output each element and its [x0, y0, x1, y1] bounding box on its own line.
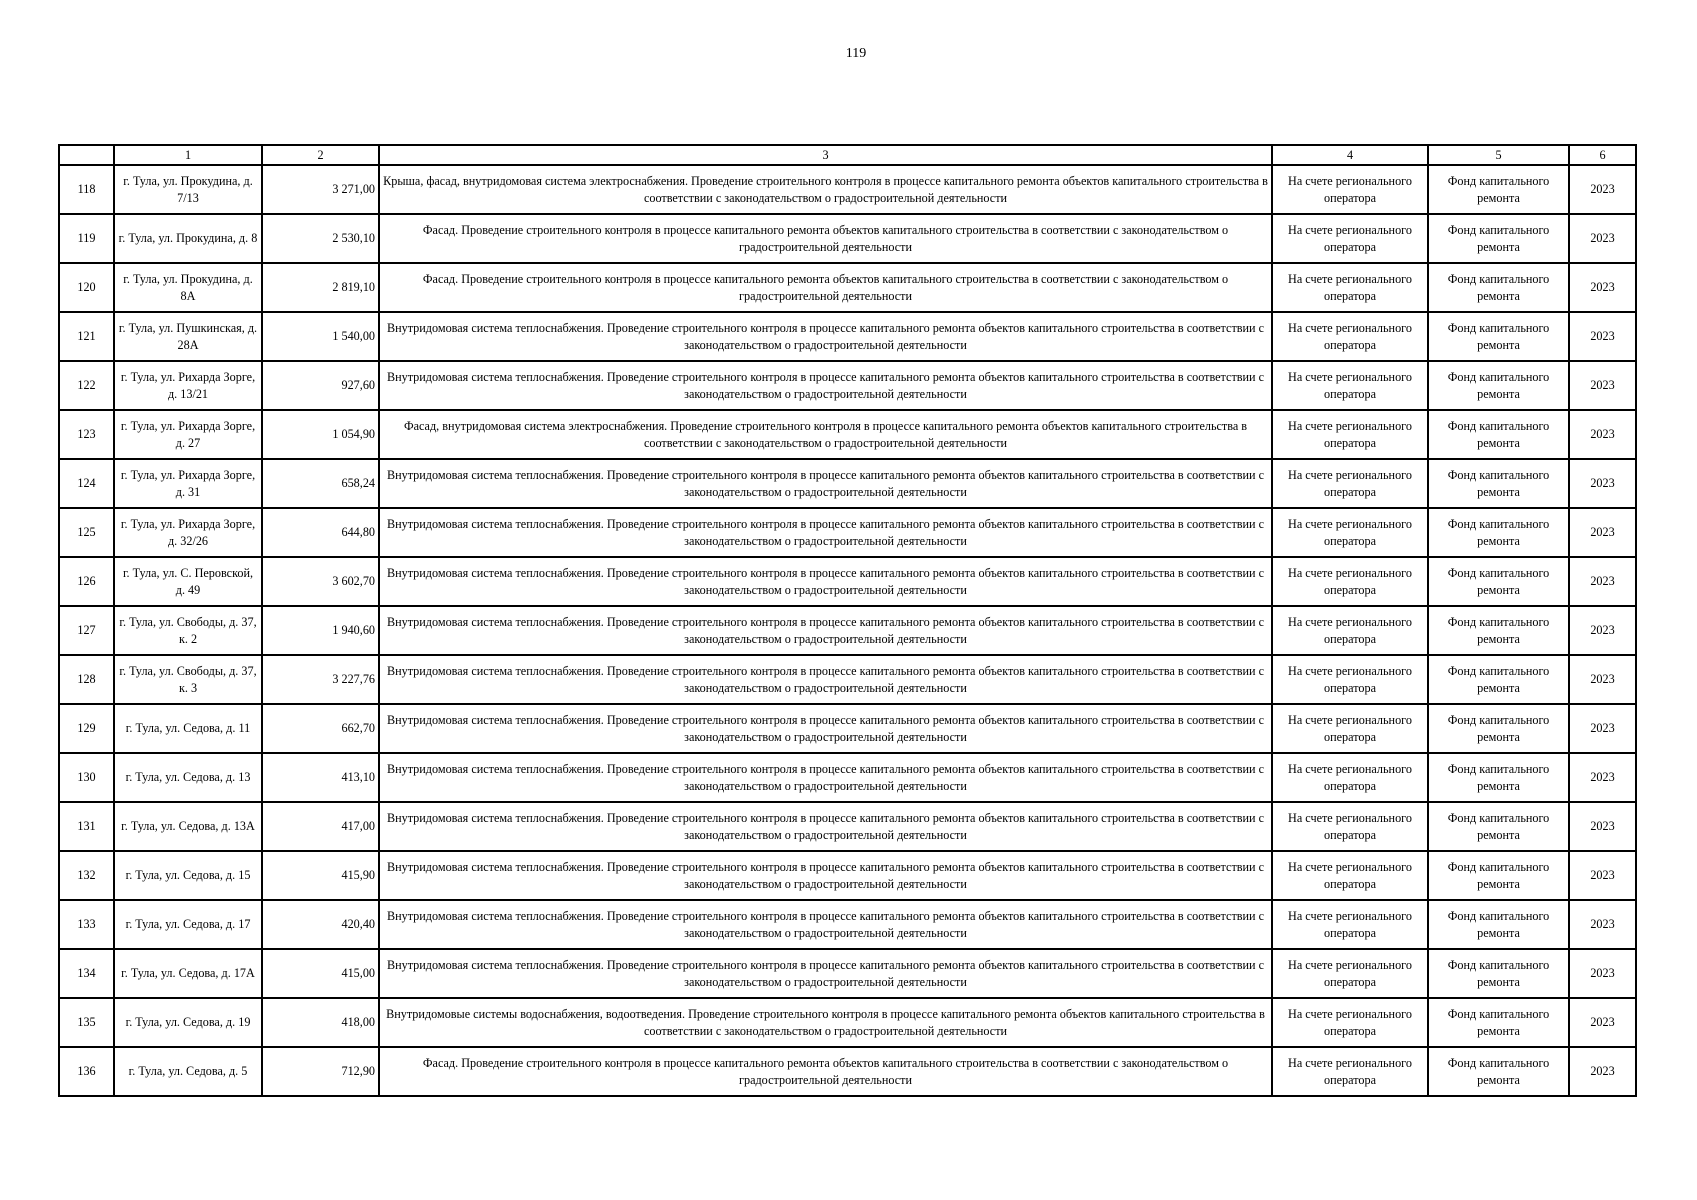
address-cell: г. Тула, ул. Прокудина, д. 8А	[114, 263, 262, 312]
header-cell-4: 4	[1272, 145, 1428, 165]
area-cell: 417,00	[262, 802, 379, 851]
row-number-cell: 132	[59, 851, 114, 900]
works-description-cell: Внутридомовая система теплоснабжения. Проведение строительного контроля в процессе капитального ремонта объектов капитального строительства в соответствии с законодательством о градостроительной деятельности	[379, 704, 1272, 753]
works-description-cell: Внутридомовая система теплоснабжения. Проведение строительного контроля в процессе капитального ремонта объектов капитального строительства в соответствии с законодательством о градостроительной деятельности	[379, 606, 1272, 655]
row-number-cell: 128	[59, 655, 114, 704]
address-cell: г. Тула, ул. Прокудина, д. 8	[114, 214, 262, 263]
funding-source-cell: Фонд капитального ремонта	[1428, 900, 1569, 949]
address-cell: г. Тула, ул. Седова, д. 17А	[114, 949, 262, 998]
area-cell: 2 819,10	[262, 263, 379, 312]
address-cell: г. Тула, ул. Седова, д. 17	[114, 900, 262, 949]
area-cell: 927,60	[262, 361, 379, 410]
area-cell: 3 227,76	[262, 655, 379, 704]
funding-source-cell: Фонд капитального ремонта	[1428, 508, 1569, 557]
works-description-cell: Внутридомовая система теплоснабжения. Проведение строительного контроля в процессе капитального ремонта объектов капитального строительства в соответствии с законодательством о градостроительной деятельности	[379, 508, 1272, 557]
table-row	[59, 361, 1636, 410]
address-cell: г. Тула, ул. Седова, д. 19	[114, 998, 262, 1047]
year-cell: 2023	[1569, 753, 1636, 802]
works-description-cell: Внутридомовая система теплоснабжения. Проведение строительного контроля в процессе капитального ремонта объектов капитального строительства в соответствии с законодательством о градостроительной деятельности	[379, 557, 1272, 606]
address-cell: г. Тула, ул. Седова, д. 13	[114, 753, 262, 802]
funding-source-cell: Фонд капитального ремонта	[1428, 998, 1569, 1047]
account-cell: На счете регионального оператора	[1272, 508, 1428, 557]
row-number-cell: 122	[59, 361, 114, 410]
account-cell: На счете регионального оператора	[1272, 214, 1428, 263]
address-cell: г. Тула, ул. Прокудина, д. 7/13	[114, 165, 262, 214]
table-row	[59, 655, 1636, 704]
table-row	[59, 508, 1636, 557]
address-cell: г. Тула, ул. С. Перовской, д. 49	[114, 557, 262, 606]
year-cell: 2023	[1569, 557, 1636, 606]
works-description-cell: Внутридомовая система теплоснабжения. Проведение строительного контроля в процессе капитального ремонта объектов капитального строительства в соответствии с законодательством о градостроительной деятельности	[379, 312, 1272, 361]
year-cell: 2023	[1569, 802, 1636, 851]
account-cell: На счете регионального оператора	[1272, 949, 1428, 998]
year-cell: 2023	[1569, 851, 1636, 900]
funding-source-cell: Фонд капитального ремонта	[1428, 704, 1569, 753]
table-row	[59, 410, 1636, 459]
row-number-cell: 136	[59, 1047, 114, 1096]
row-number-cell: 121	[59, 312, 114, 361]
funding-source-cell: Фонд капитального ремонта	[1428, 459, 1569, 508]
funding-source-cell: Фонд капитального ремонта	[1428, 557, 1569, 606]
address-cell: г. Тула, ул. Седова, д. 15	[114, 851, 262, 900]
address-cell: г. Тула, ул. Седова, д. 13А	[114, 802, 262, 851]
row-number-cell: 134	[59, 949, 114, 998]
address-cell: г. Тула, ул. Седова, д. 11	[114, 704, 262, 753]
header-cell-3: 3	[379, 145, 1272, 165]
area-cell: 658,24	[262, 459, 379, 508]
area-cell: 1 054,90	[262, 410, 379, 459]
works-description-cell: Внутридомовая система теплоснабжения. Проведение строительного контроля в процессе капитального ремонта объектов капитального строительства в соответствии с законодательством о градостроительной деятельности	[379, 802, 1272, 851]
area-cell: 3 602,70	[262, 557, 379, 606]
table-row	[59, 1047, 1636, 1096]
address-cell: г. Тула, ул. Рихарда Зорге, д. 27	[114, 410, 262, 459]
account-cell: На счете регионального оператора	[1272, 900, 1428, 949]
area-cell: 3 271,00	[262, 165, 379, 214]
address-cell: г. Тула, ул. Свободы, д. 37, к. 3	[114, 655, 262, 704]
row-number-cell: 127	[59, 606, 114, 655]
row-number-cell: 124	[59, 459, 114, 508]
row-number-cell: 126	[59, 557, 114, 606]
account-cell: На счете регионального оператора	[1272, 802, 1428, 851]
funding-source-cell: Фонд капитального ремонта	[1428, 802, 1569, 851]
area-cell: 1 540,00	[262, 312, 379, 361]
works-description-cell: Внутридомовая система теплоснабжения. Проведение строительного контроля в процессе капитального ремонта объектов капитального строительства в соответствии с законодательством о градостроительной деятельности	[379, 949, 1272, 998]
works-description-cell: Фасад. Проведение строительного контроля в процессе капитального ремонта объектов капитального строительства в соответствии с законодательством о градостроительной деятельности	[379, 214, 1272, 263]
works-description-cell: Фасад. Проведение строительного контроля в процессе капитального ремонта объектов капитального строительства в соответствии с законодательством о градостроительной деятельности	[379, 1047, 1272, 1096]
funding-source-cell: Фонд капитального ремонта	[1428, 655, 1569, 704]
area-cell: 413,10	[262, 753, 379, 802]
funding-source-cell: Фонд капитального ремонта	[1428, 606, 1569, 655]
table-row	[59, 165, 1636, 214]
account-cell: На счете регионального оператора	[1272, 1047, 1428, 1096]
account-cell: На счете регионального оператора	[1272, 410, 1428, 459]
funding-source-cell: Фонд капитального ремонта	[1428, 851, 1569, 900]
year-cell: 2023	[1569, 459, 1636, 508]
row-number-cell: 130	[59, 753, 114, 802]
works-description-cell: Внутридомовая система теплоснабжения. Проведение строительного контроля в процессе капитального ремонта объектов капитального строительства в соответствии с законодательством о градостроительной деятельности	[379, 753, 1272, 802]
page-number: 119	[845, 46, 867, 61]
year-cell: 2023	[1569, 655, 1636, 704]
works-description-cell: Внутридомовая система теплоснабжения. Проведение строительного контроля в процессе капитального ремонта объектов капитального строительства в соответствии с законодательством о градостроительной деятельности	[379, 459, 1272, 508]
works-description-cell: Фасад, внутридомовая система электроснабжения. Проведение строительного контроля в процессе капитального ремонта объектов капитального строительства в соответствии с законодательством о градостроительной деятельности	[379, 410, 1272, 459]
works-description-cell: Внутридомовые системы водоснабжения, водоотведения. Проведение строительного контроля в процессе капитального ремонта объектов капитального строительства в соответствии с законодательством о градостроительной деятельности	[379, 998, 1272, 1047]
works-description-cell: Внутридомовая система теплоснабжения. Проведение строительного контроля в процессе капитального ремонта объектов капитального строительства в соответствии с законодательством о градостроительной деятельности	[379, 361, 1272, 410]
account-cell: На счете регионального оператора	[1272, 165, 1428, 214]
area-cell: 420,40	[262, 900, 379, 949]
works-description-cell: Внутридомовая система теплоснабжения. Проведение строительного контроля в процессе капитального ремонта объектов капитального строительства в соответствии с законодательством о градостроительной деятельности	[379, 655, 1272, 704]
year-cell: 2023	[1569, 165, 1636, 214]
year-cell: 2023	[1569, 704, 1636, 753]
capital-repair-table	[58, 144, 1637, 1097]
table-row	[59, 900, 1636, 949]
table-row	[59, 263, 1636, 312]
table-row	[59, 949, 1636, 998]
year-cell: 2023	[1569, 312, 1636, 361]
address-cell: г. Тула, ул. Седова, д. 5	[114, 1047, 262, 1096]
row-number-cell: 135	[59, 998, 114, 1047]
funding-source-cell: Фонд капитального ремонта	[1428, 410, 1569, 459]
year-cell: 2023	[1569, 998, 1636, 1047]
address-cell: г. Тула, ул. Рихарда Зорге, д. 31	[114, 459, 262, 508]
account-cell: На счете регионального оператора	[1272, 459, 1428, 508]
account-cell: На счете регионального оператора	[1272, 851, 1428, 900]
header-cell-2: 2	[262, 145, 379, 165]
year-cell: 2023	[1569, 410, 1636, 459]
account-cell: На счете регионального оператора	[1272, 704, 1428, 753]
table-row	[59, 214, 1636, 263]
account-cell: На счете регионального оператора	[1272, 312, 1428, 361]
year-cell: 2023	[1569, 1047, 1636, 1096]
account-cell: На счете регионального оператора	[1272, 361, 1428, 410]
area-cell: 415,00	[262, 949, 379, 998]
funding-source-cell: Фонд капитального ремонта	[1428, 263, 1569, 312]
year-cell: 2023	[1569, 361, 1636, 410]
area-cell: 662,70	[262, 704, 379, 753]
row-number-cell: 133	[59, 900, 114, 949]
funding-source-cell: Фонд капитального ремонта	[1428, 1047, 1569, 1096]
column-number-header-row	[59, 145, 1636, 165]
address-cell: г. Тула, ул. Рихарда Зорге, д. 13/21	[114, 361, 262, 410]
table-row	[59, 557, 1636, 606]
area-cell: 1 940,60	[262, 606, 379, 655]
year-cell: 2023	[1569, 508, 1636, 557]
header-cell-6: 6	[1569, 145, 1636, 165]
account-cell: На счете регионального оператора	[1272, 998, 1428, 1047]
area-cell: 2 530,10	[262, 214, 379, 263]
row-number-cell: 119	[59, 214, 114, 263]
funding-source-cell: Фонд капитального ремонта	[1428, 361, 1569, 410]
works-description-cell: Фасад. Проведение строительного контроля в процессе капитального ремонта объектов капитального строительства в соответствии с законодательством о градостроительной деятельности	[379, 263, 1272, 312]
works-description-cell: Внутридомовая система теплоснабжения. Проведение строительного контроля в процессе капитального ремонта объектов капитального строительства в соответствии с законодательством о градостроительной деятельности	[379, 851, 1272, 900]
area-cell: 418,00	[262, 998, 379, 1047]
row-number-cell: 129	[59, 704, 114, 753]
table-row	[59, 704, 1636, 753]
funding-source-cell: Фонд капитального ремонта	[1428, 165, 1569, 214]
account-cell: На счете регионального оператора	[1272, 557, 1428, 606]
year-cell: 2023	[1569, 900, 1636, 949]
row-number-cell: 125	[59, 508, 114, 557]
header-cell-index	[59, 145, 114, 165]
row-number-cell: 131	[59, 802, 114, 851]
address-cell: г. Тула, ул. Пушкинская, д. 28А	[114, 312, 262, 361]
account-cell: На счете регионального оператора	[1272, 606, 1428, 655]
funding-source-cell: Фонд капитального ремонта	[1428, 949, 1569, 998]
funding-source-cell: Фонд капитального ремонта	[1428, 214, 1569, 263]
funding-source-cell: Фонд капитального ремонта	[1428, 312, 1569, 361]
account-cell: На счете регионального оператора	[1272, 753, 1428, 802]
area-cell: 644,80	[262, 508, 379, 557]
account-cell: На счете регионального оператора	[1272, 655, 1428, 704]
table-row	[59, 998, 1636, 1047]
row-number-cell: 120	[59, 263, 114, 312]
year-cell: 2023	[1569, 606, 1636, 655]
table-row	[59, 802, 1636, 851]
area-cell: 415,90	[262, 851, 379, 900]
area-cell: 712,90	[262, 1047, 379, 1096]
header-cell-5: 5	[1428, 145, 1569, 165]
table-row	[59, 459, 1636, 508]
table-row	[59, 753, 1636, 802]
funding-source-cell: Фонд капитального ремонта	[1428, 753, 1569, 802]
address-cell: г. Тула, ул. Свободы, д. 37, к. 2	[114, 606, 262, 655]
table-row	[59, 312, 1636, 361]
address-cell: г. Тула, ул. Рихарда Зорге, д. 32/26	[114, 508, 262, 557]
header-cell-1: 1	[114, 145, 262, 165]
year-cell: 2023	[1569, 214, 1636, 263]
year-cell: 2023	[1569, 263, 1636, 312]
table-row	[59, 606, 1636, 655]
row-number-cell: 123	[59, 410, 114, 459]
table-row	[59, 851, 1636, 900]
works-description-cell: Крыша, фасад, внутридомовая система электроснабжения. Проведение строительного контроля в процессе капитального ремонта объектов капитального строительства в соответствии с законодательством о градостроительной деятельности	[379, 165, 1272, 214]
works-description-cell: Внутридомовая система теплоснабжения. Проведение строительного контроля в процессе капитального ремонта объектов капитального строительства в соответствии с законодательством о градостроительной деятельности	[379, 900, 1272, 949]
account-cell: На счете регионального оператора	[1272, 263, 1428, 312]
row-number-cell: 118	[59, 165, 114, 214]
year-cell: 2023	[1569, 949, 1636, 998]
